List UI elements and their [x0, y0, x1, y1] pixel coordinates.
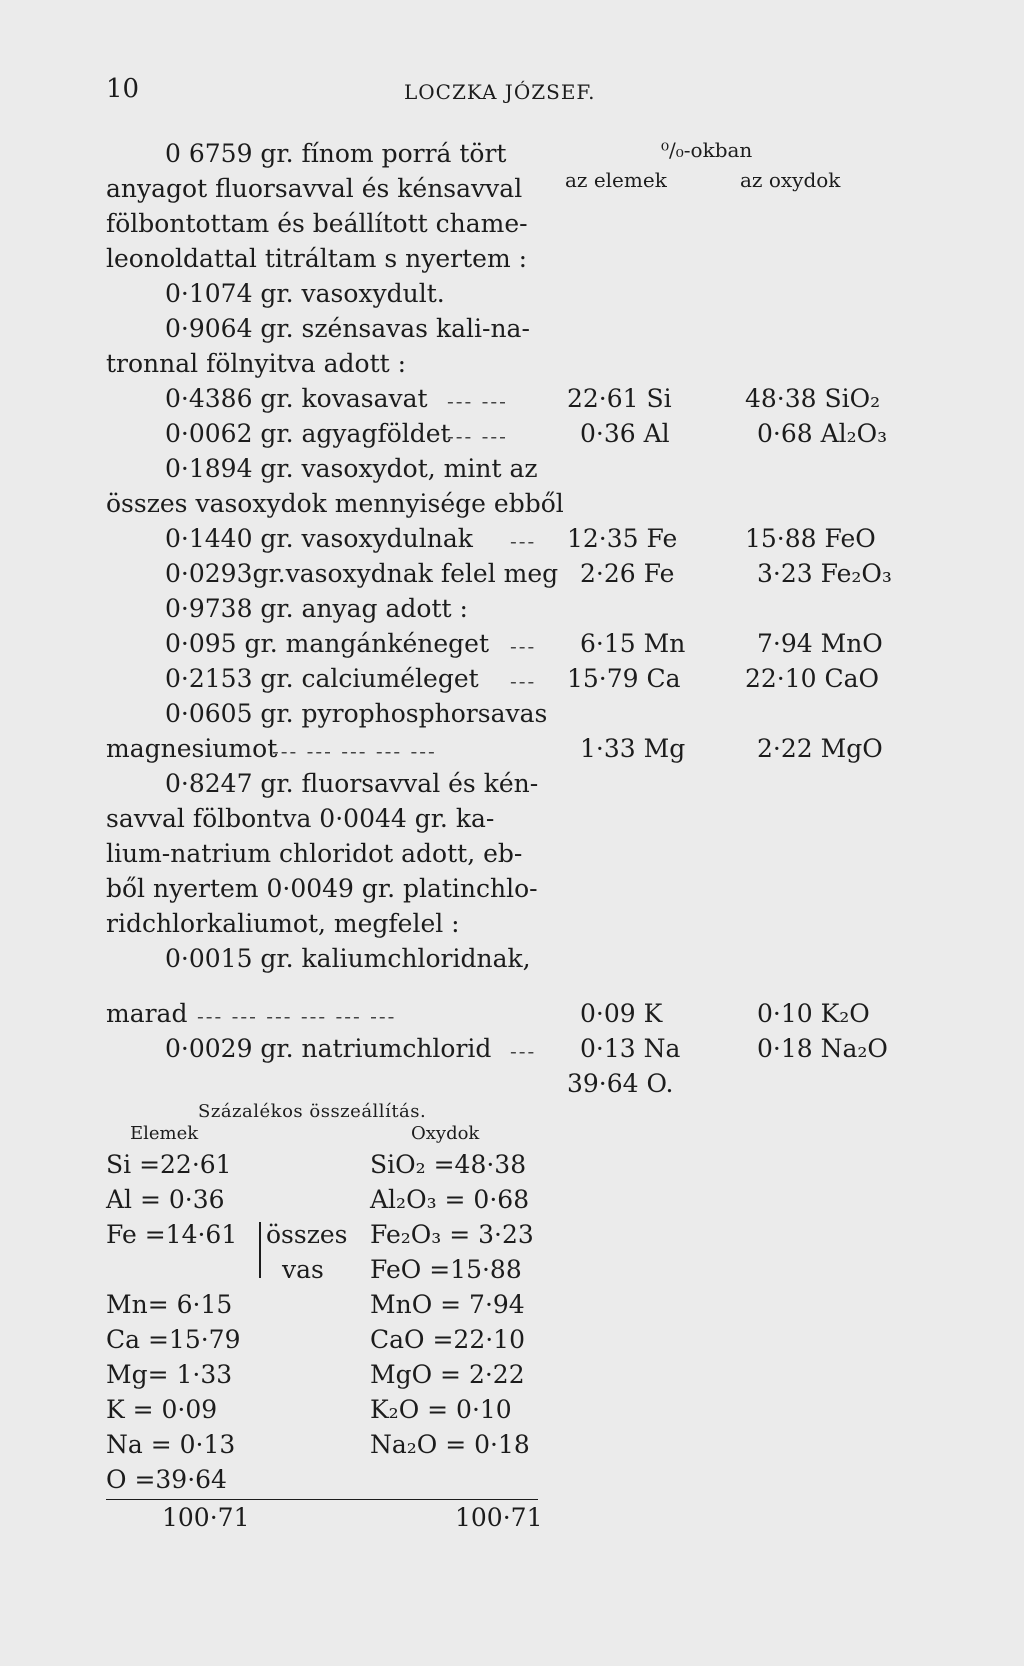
summary-title: Százalékos összeállítás.	[198, 1101, 427, 1122]
summary-element: Na = 0·13	[106, 1430, 236, 1459]
summary-element: Al = 0·36	[106, 1185, 225, 1214]
analysis-line: lium-natrium chloridot adott, eb-	[106, 839, 523, 868]
summary-element: Fe =14·61	[106, 1220, 238, 1249]
leader-dots: --- --- --- --- --- ---	[197, 1004, 397, 1028]
leader-dots: ---	[510, 634, 537, 658]
result-element: 0·13 Na	[580, 1034, 681, 1063]
result-oxide: 0·18 Na₂O	[757, 1034, 888, 1063]
analysis-line: 0·0029 gr. natriumchlorid	[165, 1034, 492, 1063]
analysis-line: 0·1894 gr. vasoxydot, mint az	[165, 454, 538, 483]
summary-oxide: MnO = 7·94	[370, 1290, 525, 1319]
result-oxide: 2·22 MgO	[757, 734, 883, 763]
leader-dots: --- --- --- --- ---	[272, 739, 437, 763]
summary-head-oxides: Oxydok	[411, 1123, 480, 1144]
analysis-line: savval fölbontva 0·0044 gr. ka-	[106, 804, 495, 833]
analysis-line: 0·1440 gr. vasoxydulnak	[165, 524, 473, 553]
analysis-line: 0·4386 gr. kovasavat	[165, 384, 428, 413]
result-oxide: 48·38 SiO₂	[745, 384, 881, 413]
analysis-line: 0·9064 gr. szénsavas kali-na-	[165, 314, 530, 343]
analysis-line: magnesiumot	[106, 734, 278, 763]
summary-oxide: Al₂O₃ = 0·68	[370, 1185, 530, 1214]
result-element: 0·36 Al	[580, 419, 670, 448]
analysis-line: 0·0293gr.vasoxydnak felel meg	[165, 559, 559, 588]
summary-element: O =39·64	[106, 1465, 227, 1494]
summary-oxide: Na₂O = 0·18	[370, 1430, 530, 1459]
result-element: 0·09 K	[580, 999, 663, 1028]
analysis-line: 0·095 gr. mangánkéneget	[165, 629, 490, 658]
analysis-line: ridchlorkaliumot, megfelel :	[106, 909, 460, 938]
analysis-line: marad	[106, 999, 188, 1028]
summary-total-elements: 100·71	[162, 1503, 250, 1532]
analysis-line: ből nyertem 0·0049 gr. platinchlo-	[106, 874, 538, 903]
column-elements-header: az elemek	[565, 168, 667, 192]
analysis-line: 0·0015 gr. kaliumchloridnak,	[165, 944, 531, 973]
summary-element: Mg= 1·33	[106, 1360, 233, 1389]
result-oxide: 7·94 MnO	[757, 629, 883, 658]
leader-dots: --- ---	[447, 424, 508, 448]
result-oxide: 0·10 K₂O	[757, 999, 870, 1028]
result-element: 39·64 O.	[567, 1069, 674, 1098]
result-element: 15·79 Ca	[567, 664, 681, 693]
page-number: 10	[106, 74, 140, 104]
summary-element: K = 0·09	[106, 1395, 218, 1424]
analysis-line: 0·0062 gr. agyagföldet	[165, 419, 451, 448]
brace-label-iron: vas	[282, 1255, 324, 1284]
analysis-line: anyagot fluorsavval és kénsavval	[106, 174, 523, 203]
result-element: 1·33 Mg	[580, 734, 686, 763]
summary-oxide: CaO =22·10	[370, 1325, 525, 1354]
analysis-line: leonoldattal titráltam s nyertem :	[106, 244, 528, 273]
analysis-line: 0·2153 gr. calciuméleget	[165, 664, 479, 693]
analysis-line: fölbontottam és beállított chame-	[106, 209, 528, 238]
result-oxide: 15·88 FeO	[745, 524, 876, 553]
analysis-line: összes vasoxydok mennyisége ebből	[106, 489, 564, 518]
leader-dots: ---	[510, 1039, 537, 1063]
summary-oxide: Fe₂O₃ = 3·23	[370, 1220, 534, 1249]
analysis-line: 0·8247 gr. fluorsavval és kén-	[165, 769, 539, 798]
summary-head-elements: Elemek	[130, 1123, 199, 1144]
running-title: LOCZKA JÓZSEF.	[404, 80, 596, 104]
result-oxide: 0·68 Al₂O₃	[757, 419, 888, 448]
column-oxides-header: az oxydok	[740, 168, 841, 192]
result-element: 2·26 Fe	[580, 559, 675, 588]
summary-element: Ca =15·79	[106, 1325, 241, 1354]
iron-brace	[259, 1222, 261, 1278]
leader-dots: ---	[510, 529, 537, 553]
summary-element: Mn= 6·15	[106, 1290, 233, 1319]
column-unit-header: ⁰/₀-okban	[661, 138, 753, 162]
result-element: 12·35 Fe	[567, 524, 678, 553]
result-element: 6·15 Mn	[580, 629, 686, 658]
summary-oxide: FeO =15·88	[370, 1255, 522, 1284]
result-oxide: 22·10 CaO	[745, 664, 880, 693]
result-element: 22·61 Si	[567, 384, 672, 413]
brace-label-total: összes	[266, 1220, 348, 1249]
summary-total-oxides: 100·71	[455, 1503, 543, 1532]
analysis-line: 0 6759 gr. fínom porrá tört	[165, 139, 507, 168]
analysis-line: 0·1074 gr. vasoxydult.	[165, 279, 445, 308]
summary-oxide: MgO = 2·22	[370, 1360, 525, 1389]
summary-oxide: SiO₂ =48·38	[370, 1150, 527, 1179]
analysis-line: 0·0605 gr. pyrophosphorsavas	[165, 699, 548, 728]
summary-element: Si =22·61	[106, 1150, 232, 1179]
total-rule	[106, 1499, 538, 1500]
summary-oxide: K₂O = 0·10	[370, 1395, 512, 1424]
result-oxide: 3·23 Fe₂O₃	[757, 559, 892, 588]
analysis-line: 0·9738 gr. anyag adott :	[165, 594, 468, 623]
leader-dots: ---	[510, 669, 537, 693]
analysis-line: tronnal fölnyitva adott :	[106, 349, 407, 378]
leader-dots: --- ---	[447, 389, 508, 413]
